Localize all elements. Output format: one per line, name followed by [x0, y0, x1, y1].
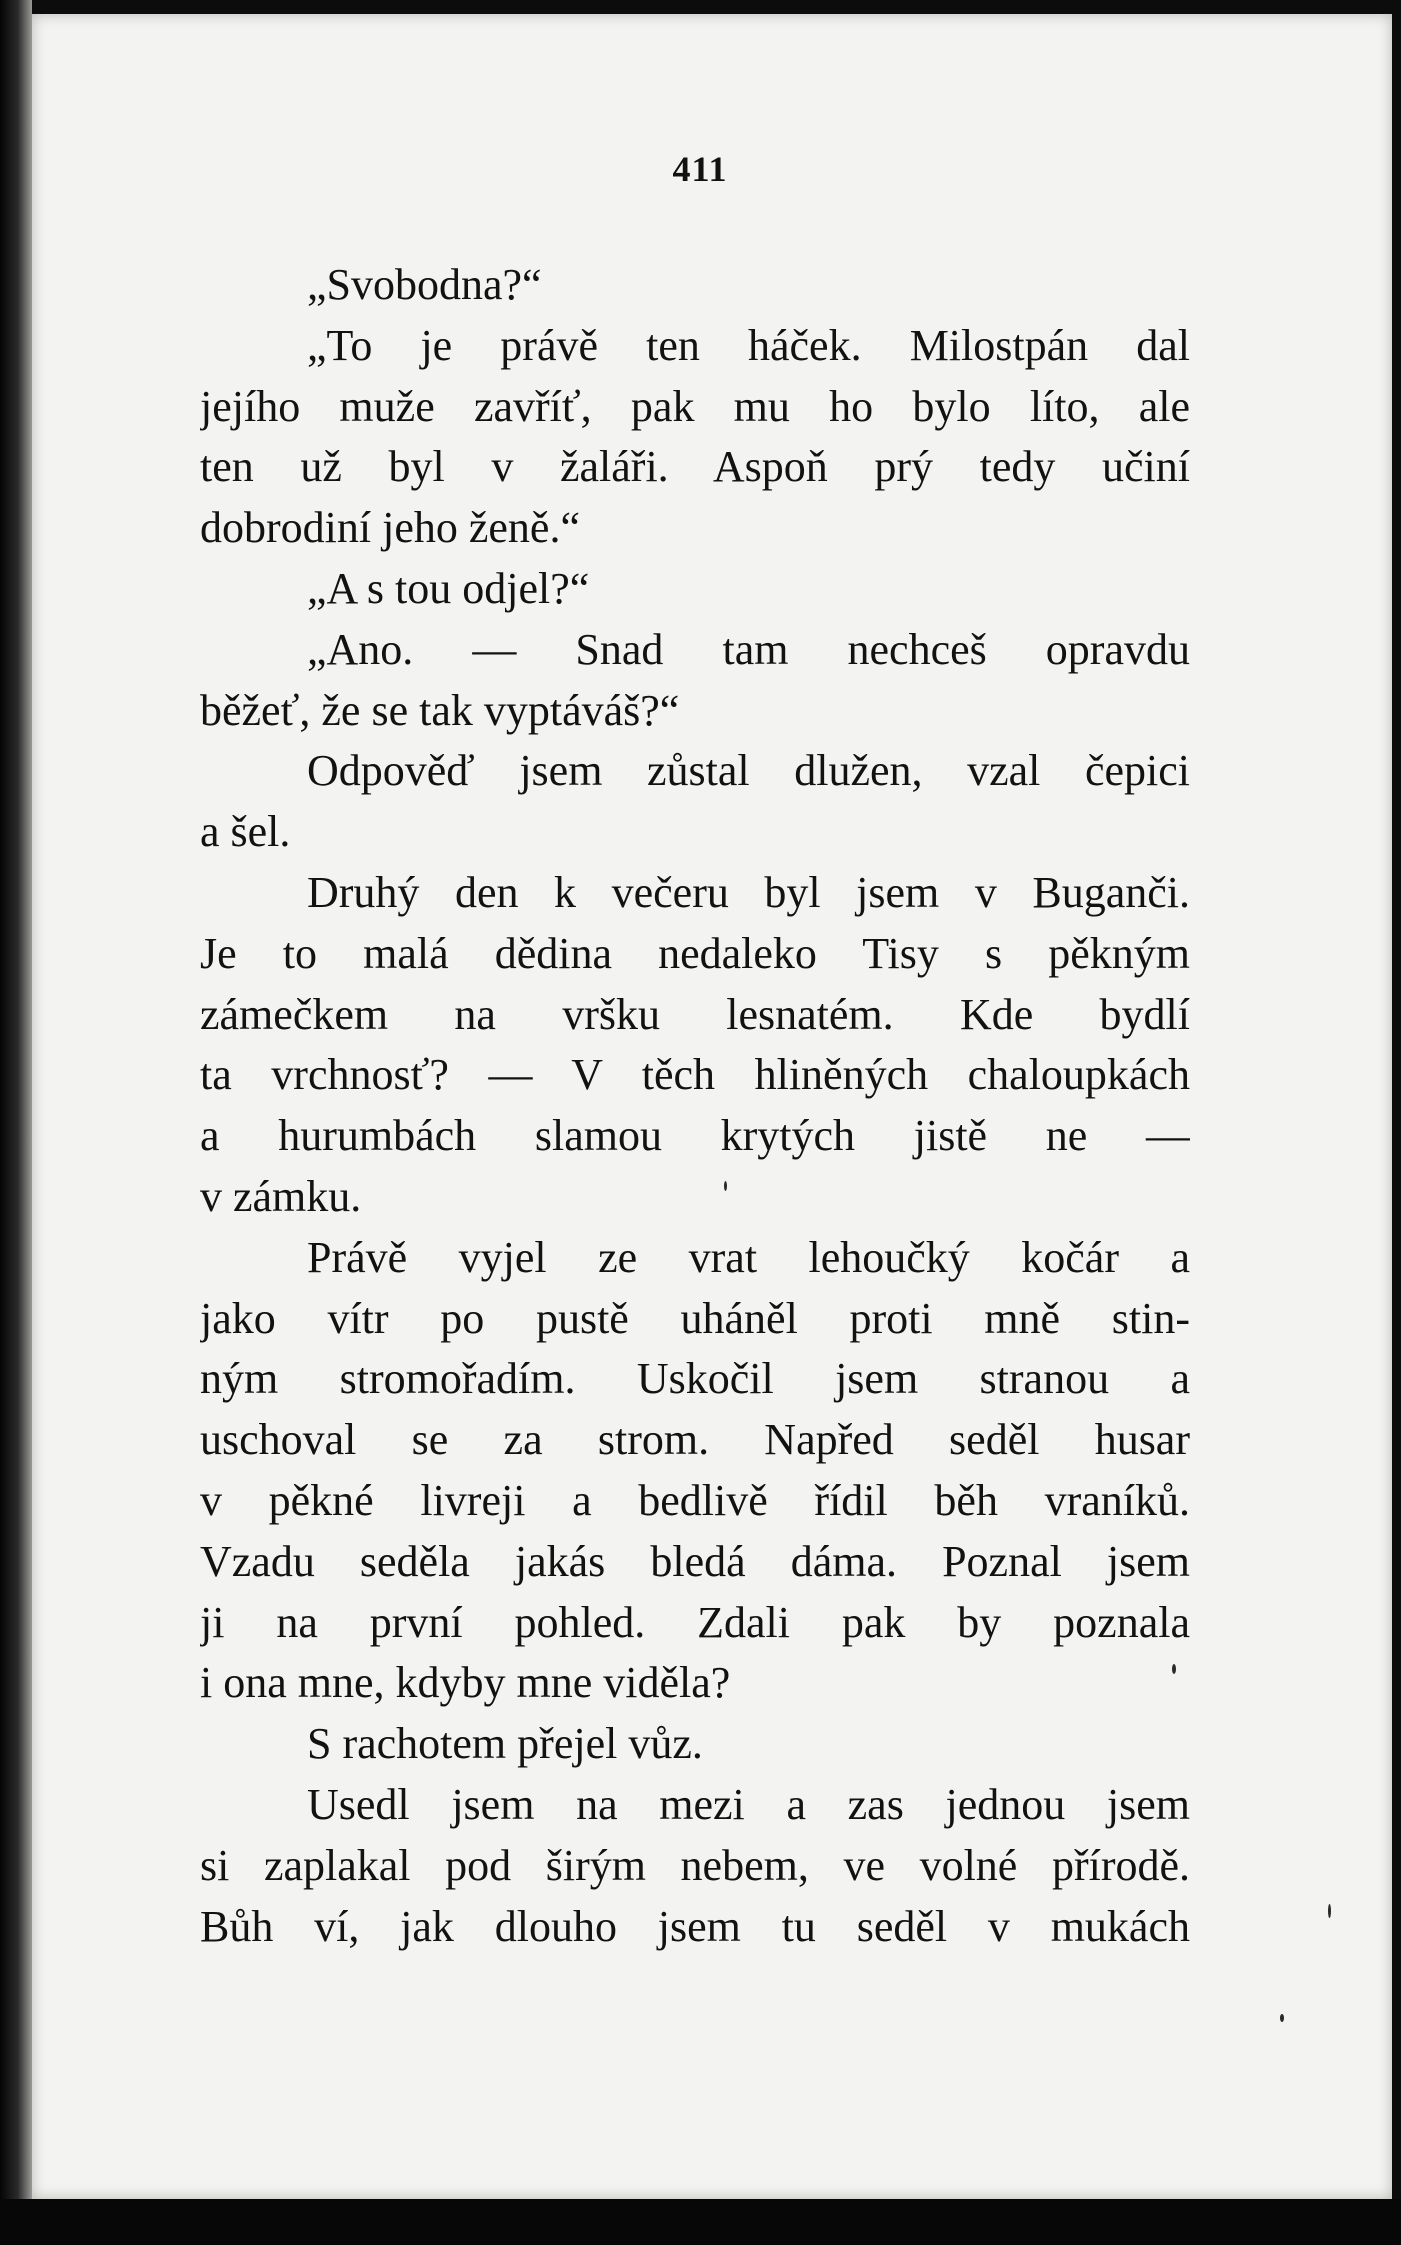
- book-spine-edge: [0, 0, 32, 2245]
- text-line: v pěkné livreji a bedlivě řídil běh vraníků.: [200, 1475, 1190, 1525]
- text-line: „Ano. — Snad tam nechceš opravdu: [307, 624, 1190, 674]
- text-line: Právě vyjel ze vrat lehoučký kočár a: [307, 1232, 1190, 1282]
- text-line: a šel.: [200, 807, 291, 857]
- text-line: Druhý den k večeru byl jsem v Buganči.: [307, 867, 1190, 917]
- text-line: Odpověď jsem zůstal dlužen, vzal čepici: [307, 746, 1190, 796]
- text-line: zámečkem na vršku lesnatém. Kde bydlí: [200, 989, 1190, 1039]
- text-line: Usedl jsem na mezi a zas jednou jsem: [307, 1779, 1190, 1829]
- text-line: a hurumbách slamou krytých jistě ne —: [200, 1111, 1190, 1161]
- scan-bottom-edge: [0, 2199, 1401, 2245]
- paper-speck: [1328, 1904, 1331, 1918]
- text-line: uschoval se za strom. Napřed seděl husar: [200, 1415, 1190, 1465]
- text-line: běžeť, že se tak vyptáváš?“: [200, 685, 680, 735]
- page-number: 411: [672, 149, 728, 189]
- text-line: Vzadu seděla jakás bledá dáma. Poznal jsem: [200, 1536, 1190, 1586]
- paper-speck: [1280, 2014, 1284, 2022]
- text-line: dobrodiní jeho ženě.“: [200, 503, 580, 553]
- text-line: ným stromořadím. Uskočil jsem stranou a: [200, 1354, 1190, 1404]
- text-line: „A s tou odjel?“: [307, 563, 590, 613]
- text-line: i ona mne, kdyby mne viděla?: [200, 1658, 731, 1708]
- text-line: jako vítr po pustě uháněl proti mně stin-: [200, 1293, 1190, 1343]
- text-line: ten už byl v žaláři. Aspoň prý tedy učiní: [200, 442, 1190, 492]
- text-line: „To je právě ten háček. Milostpán dal: [307, 320, 1190, 370]
- text-line: jejího muže zavříť, pak mu ho bylo líto, ale: [200, 381, 1190, 431]
- text-line: si zaplakal pod širým nebem, ve volné přírodě.: [200, 1840, 1190, 1890]
- text-line: ta vrchnosť? — V těch hliněných chaloupkách: [200, 1050, 1190, 1100]
- body-text: [200, 255, 1190, 1957]
- text-line: S rachotem přejel vůz.: [307, 1719, 703, 1769]
- text-line: „Svobodna?“: [307, 260, 542, 309]
- text-line: v zámku.: [200, 1171, 362, 1221]
- text-line: Je to malá dědina nedaleko Tisy s pěkným: [200, 928, 1190, 978]
- text-line: Bůh ví, jak dlouho jsem tu seděl v mukách: [200, 1901, 1190, 1951]
- text-line: ji na první pohled. Zdali pak by poznala: [200, 1597, 1190, 1647]
